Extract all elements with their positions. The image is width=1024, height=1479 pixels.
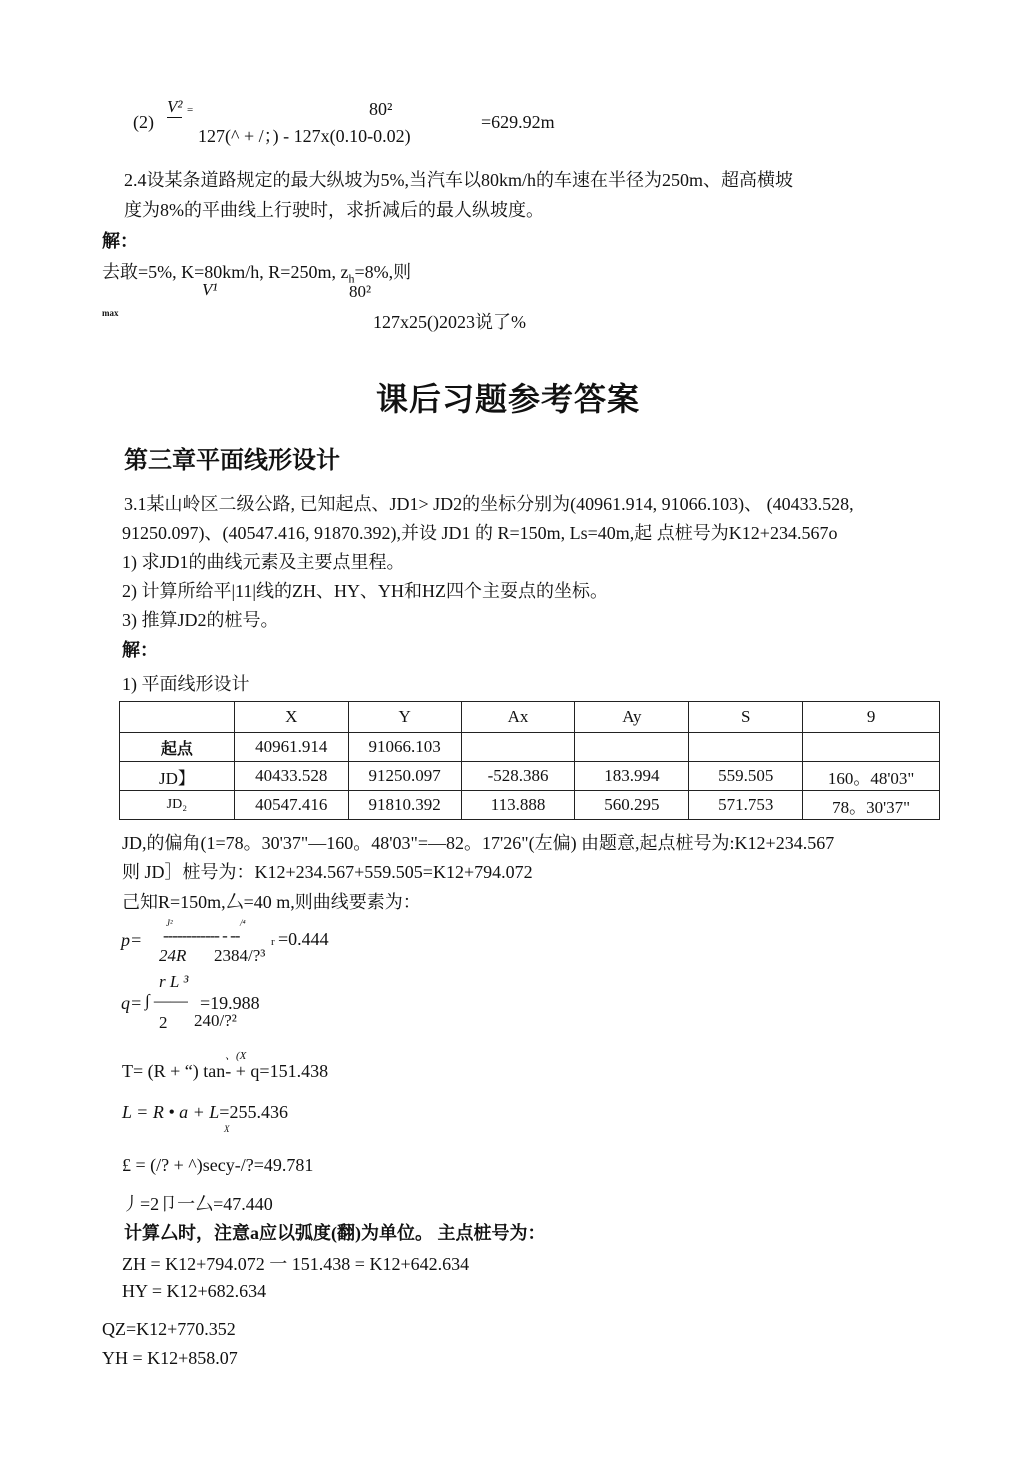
- table-cell: 78。30'37": [803, 791, 940, 820]
- table-header: Y: [348, 702, 461, 733]
- curve-elements-intro: 己知R=150m,厶=40 m,则曲线要素为：: [122, 892, 421, 912]
- qz-station: QZ=K12+770.352: [102, 1319, 236, 1339]
- grade-denominator: 127x25()2023说了%: [373, 312, 526, 332]
- question-2: 2) 计算所给平|11|线的ZH、HY、YH和HZ四个主耍点的坐标。: [122, 581, 609, 601]
- table-cell: 40961.914: [234, 733, 348, 762]
- problem-24-line2: 度为8%的平曲线上行驶时，求折减后的最人纵坡度。: [124, 200, 544, 220]
- p-top-2: /⁴: [240, 918, 246, 928]
- table-row: [120, 762, 940, 791]
- q-mid: ∫ ——: [145, 991, 188, 1010]
- table-cell: [461, 733, 575, 762]
- solution-label-31: 解：: [122, 640, 158, 660]
- jd1-station-line: 则 JD］桩号为：K12+234.567+559.505=K12+794.072: [122, 862, 533, 882]
- q-den-2: 240/?²: [194, 1011, 237, 1030]
- deflection-angle-line: JD,的偏角(1=78。30'37"—160。48'03"=—82。17'26"(左偏) 由题意,起点桩号为:K12+234.567: [122, 833, 835, 853]
- zh-station: ZH = K12+794.072 一 151.438 = K12+642.634: [122, 1254, 470, 1274]
- table-cell: 571.753: [689, 791, 803, 820]
- table-header-row: [120, 702, 940, 733]
- problem-31-line2: 91250.097)、(40547.416, 91870.392),并设 JD1 的 R=150m, Ls=40m,起 点桩号为K12+234.567o: [122, 523, 838, 543]
- table-header: [120, 702, 235, 733]
- table-cell: 560.295: [575, 791, 689, 820]
- formula-lhs: V²: [167, 97, 183, 116]
- formula-result: =629.92m: [481, 112, 555, 132]
- t-formula: T= (R + “) tan- + q=151.438: [122, 1061, 329, 1081]
- p-lhs: p=: [121, 930, 143, 950]
- chapter-title: 第三章平面线形设计: [124, 446, 340, 474]
- table-header: 9: [803, 702, 940, 733]
- formula-numerator: 80²: [369, 99, 393, 119]
- given-text: 去敢=5%, K=80km/h, R=250m, z: [102, 262, 349, 282]
- table-cell: 91066.103: [348, 733, 461, 762]
- table-cell: [689, 733, 803, 762]
- table-cell: 113.888: [461, 791, 575, 820]
- table-header: S: [689, 702, 803, 733]
- formula-label: (2): [133, 112, 154, 132]
- table-cell: 160。48'03": [803, 762, 940, 791]
- table-header: Ay: [575, 702, 689, 733]
- l-expr-c: =255.436: [219, 1102, 288, 1122]
- num-80: 80²: [349, 282, 372, 301]
- e-formula: £ = (/? + ^)secy-/?=49.781: [122, 1155, 314, 1175]
- table-cell: 40547.416: [234, 791, 348, 820]
- table-cell: JD】: [120, 762, 235, 791]
- table-cell: -528.386: [461, 762, 575, 791]
- given-subscript: h: [348, 271, 355, 286]
- table-cell: 40433.528: [234, 762, 348, 791]
- formula-denominator: 127(^ + /；) - 127x(0.10-0.02): [198, 126, 411, 146]
- question-1: 1) 求JD1的曲线元素及主要点里程。: [122, 552, 405, 572]
- q-lhs: q=: [121, 993, 143, 1013]
- problem-24-line1: 2.4设某条道路规定的最大纵坡为5%,当汽车以80km/h的车速在半径为250m、超高横坡: [124, 170, 793, 190]
- p-den-2: 2384/?³: [214, 946, 266, 965]
- q-top: r L ³: [159, 972, 189, 991]
- hy-station: HY = K12+682.634: [122, 1281, 267, 1301]
- table-cell: [803, 733, 940, 762]
- formula-eq: =: [187, 104, 194, 116]
- table-header: X: [234, 702, 348, 733]
- l-expr-b: L: [209, 1102, 220, 1122]
- table-cell: 起点: [120, 733, 235, 762]
- problem-31-line1: 3.1某山岭区二级公路, 已知起点、JD1> JD2的坐标分别为(40961.914, 91066.103)、 (40433.528,: [124, 494, 854, 514]
- solution-label-24: 解：: [102, 231, 138, 251]
- question-3: 3) 推算JD2的桩号。: [122, 610, 279, 630]
- p-fraction-bar: ------------ - --: [163, 926, 240, 945]
- table-cell: [575, 733, 689, 762]
- q-result: =19.988: [200, 993, 260, 1013]
- table-cell: 183.994: [575, 762, 689, 791]
- l-expr-a: L = R • a +: [122, 1102, 210, 1122]
- table-row: [120, 733, 940, 762]
- l-sub: X: [224, 1124, 230, 1134]
- table-cell: 91250.097: [348, 762, 461, 791]
- page-title: 课后习题参考答案: [376, 380, 641, 418]
- j-formula: 丿=2卩一厶=47.440: [122, 1194, 273, 1214]
- max-label: max: [102, 308, 119, 318]
- l-formula: [122, 1102, 288, 1123]
- table-cell: JD₂: [120, 791, 235, 820]
- yh-station: YH = K12+858.07: [102, 1348, 238, 1368]
- table-cell: 91810.392: [348, 791, 461, 820]
- v-symbol: V¹: [202, 280, 218, 299]
- table-header: Ax: [461, 702, 575, 733]
- q-den-1: 2: [159, 1013, 168, 1032]
- given-tail: =8%,则: [354, 262, 412, 282]
- subheading-plane-design: 1) 平面线形设计: [122, 674, 250, 694]
- table-row: [120, 791, 940, 820]
- t-top: 、(X: [225, 1050, 247, 1062]
- p-result: =0.444: [278, 929, 329, 949]
- p-den-1: 24R: [159, 946, 187, 965]
- table-cell: 559.505: [689, 762, 803, 791]
- p-sub: r: [271, 936, 275, 948]
- p-top-1: J²: [166, 918, 173, 928]
- calc-note: 计算厶时，注意a应以弧度(翻)为单位。 主点桩号为：: [124, 1223, 546, 1243]
- coordinate-table: [119, 701, 940, 820]
